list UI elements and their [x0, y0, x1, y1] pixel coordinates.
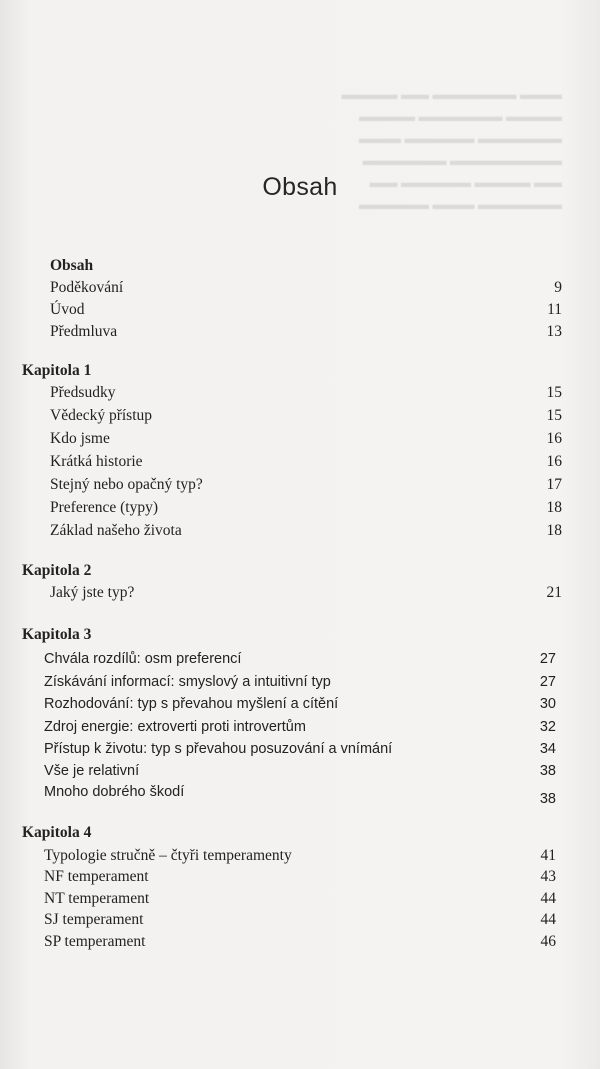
- toc-entry[interactable]: [50, 382, 562, 404]
- toc-entry-page: 34: [539, 741, 556, 757]
- toc-entry-page: 11: [547, 301, 562, 318]
- toc-entry[interactable]: [50, 451, 562, 473]
- toc-entry[interactable]: [50, 405, 562, 427]
- toc-entry-page: 16: [546, 430, 562, 447]
- toc-entry-page: 38: [539, 763, 556, 779]
- toc-entry-page: 44: [540, 911, 556, 928]
- toc-entry-label: NT temperament: [44, 890, 150, 907]
- toc-entry-label: Jaký jste typ?: [50, 584, 135, 601]
- toc-entry-label: Vše je relativní: [44, 763, 140, 779]
- toc-entry[interactable]: [44, 866, 556, 888]
- toc-entry[interactable]: [44, 760, 556, 782]
- toc-entry-page: 27: [539, 651, 556, 667]
- toc-entry[interactable]: [44, 716, 556, 738]
- toc-entry-label: Úvod: [50, 301, 85, 318]
- toc-entry[interactable]: [44, 909, 556, 931]
- toc-entry[interactable]: [44, 738, 556, 760]
- toc-entry-page: 21: [546, 584, 562, 601]
- chapter-heading: Kapitola 2: [22, 562, 92, 579]
- toc-entry[interactable]: [50, 428, 562, 450]
- toc-entry[interactable]: [50, 299, 562, 321]
- toc-entry[interactable]: [50, 277, 562, 299]
- toc-entry-page: 43: [540, 868, 556, 885]
- toc-entry-label: Získávání informací: smyslový a intuitivní typ: [44, 674, 331, 690]
- toc-entry-label: Základ našeho života: [50, 522, 182, 539]
- toc-entry-label: Chvála rozdílů: osm preferencí: [44, 651, 242, 667]
- toc-entry-page: 41: [540, 847, 556, 864]
- toc-entry[interactable]: [44, 671, 556, 693]
- toc-entry[interactable]: [44, 693, 556, 715]
- toc-entry-label: Krátká historie: [50, 453, 143, 470]
- toc-entry[interactable]: [50, 520, 562, 542]
- toc-entry-label: Poděkování: [50, 279, 124, 296]
- toc-entry[interactable]: [44, 888, 556, 910]
- chapter-heading: Kapitola 4: [22, 824, 92, 841]
- toc-entry-label: Kdo jsme: [50, 430, 110, 447]
- front-matter-heading: Obsah: [50, 257, 94, 274]
- toc-entry-label: Zdroj energie: extroverti proti introvertům: [44, 719, 306, 735]
- toc-entry[interactable]: [50, 497, 562, 519]
- toc-entry-label: Preference (typy): [50, 499, 159, 516]
- toc-entry-page: 38: [539, 791, 556, 807]
- toc-entry[interactable]: [44, 845, 556, 867]
- toc-entry[interactable]: [50, 474, 562, 496]
- chapter-heading: Kapitola 1: [22, 362, 92, 379]
- toc-entry[interactable]: [44, 931, 556, 953]
- toc-entry-label: Přístup k životu: typ s převahou posuzování a vnímání: [44, 741, 393, 757]
- toc-entry-page: 30: [539, 696, 556, 712]
- toc-entry-label: Předmluva: [50, 323, 118, 340]
- toc-entry-label: NF temperament: [44, 868, 149, 885]
- toc-entry-label: Stejný nebo opačný typ?: [50, 476, 203, 493]
- toc-entry-page: 46: [540, 933, 556, 950]
- toc-entry-label: Rozhodování: typ s převahou myšlení a cítění: [44, 696, 339, 712]
- toc-entry[interactable]: [44, 781, 556, 807]
- toc-entry[interactable]: [50, 582, 562, 604]
- toc-entry-page: 9: [554, 279, 562, 296]
- toc-entry-page: 16: [546, 453, 562, 470]
- toc-entry-label: Předsudky: [50, 384, 116, 401]
- bleed-through-text: ▬▬▬▬ ▬▬ ▬▬▬▬▬▬ ▬▬▬ ▬▬▬▬ ▬▬▬▬▬▬ ▬▬▬▬ ▬▬▬ ▬▬▬▬▬ ▬▬▬▬▬▬ ▬▬▬▬▬▬ ▬▬▬▬▬▬▬▬ ▬▬ ▬▬▬▬▬ ▬▬▬▬ ▬▬ ▬▬▬▬▬ ▬▬▬ ▬▬▬▬▬▬: [341, 88, 562, 213]
- toc-entry-label: Typologie stručně – čtyři temperamenty: [44, 847, 292, 864]
- toc-entry-page: 18: [546, 522, 562, 539]
- toc-entry-label: Vědecký přístup: [50, 407, 153, 424]
- chapter-heading: Kapitola 3: [22, 626, 92, 643]
- toc-entry-page: 15: [546, 407, 562, 424]
- page-title: Obsah: [262, 173, 338, 201]
- toc-entry-page: 27: [539, 674, 556, 690]
- toc-entry-page: 13: [546, 323, 562, 340]
- toc-entry-page: 15: [546, 384, 562, 401]
- toc-entry-label: SP temperament: [44, 933, 146, 950]
- toc-entry-page: 18: [546, 499, 562, 516]
- toc-entry-page: 44: [540, 890, 556, 907]
- toc-entry-label: SJ temperament: [44, 911, 144, 928]
- toc-entry-label: Mnoho dobrého škodí: [44, 784, 185, 800]
- toc-entry-page: 17: [546, 476, 562, 493]
- toc-entry[interactable]: [50, 321, 562, 343]
- toc-entry-page: 32: [539, 719, 556, 735]
- toc-entry[interactable]: [44, 648, 556, 670]
